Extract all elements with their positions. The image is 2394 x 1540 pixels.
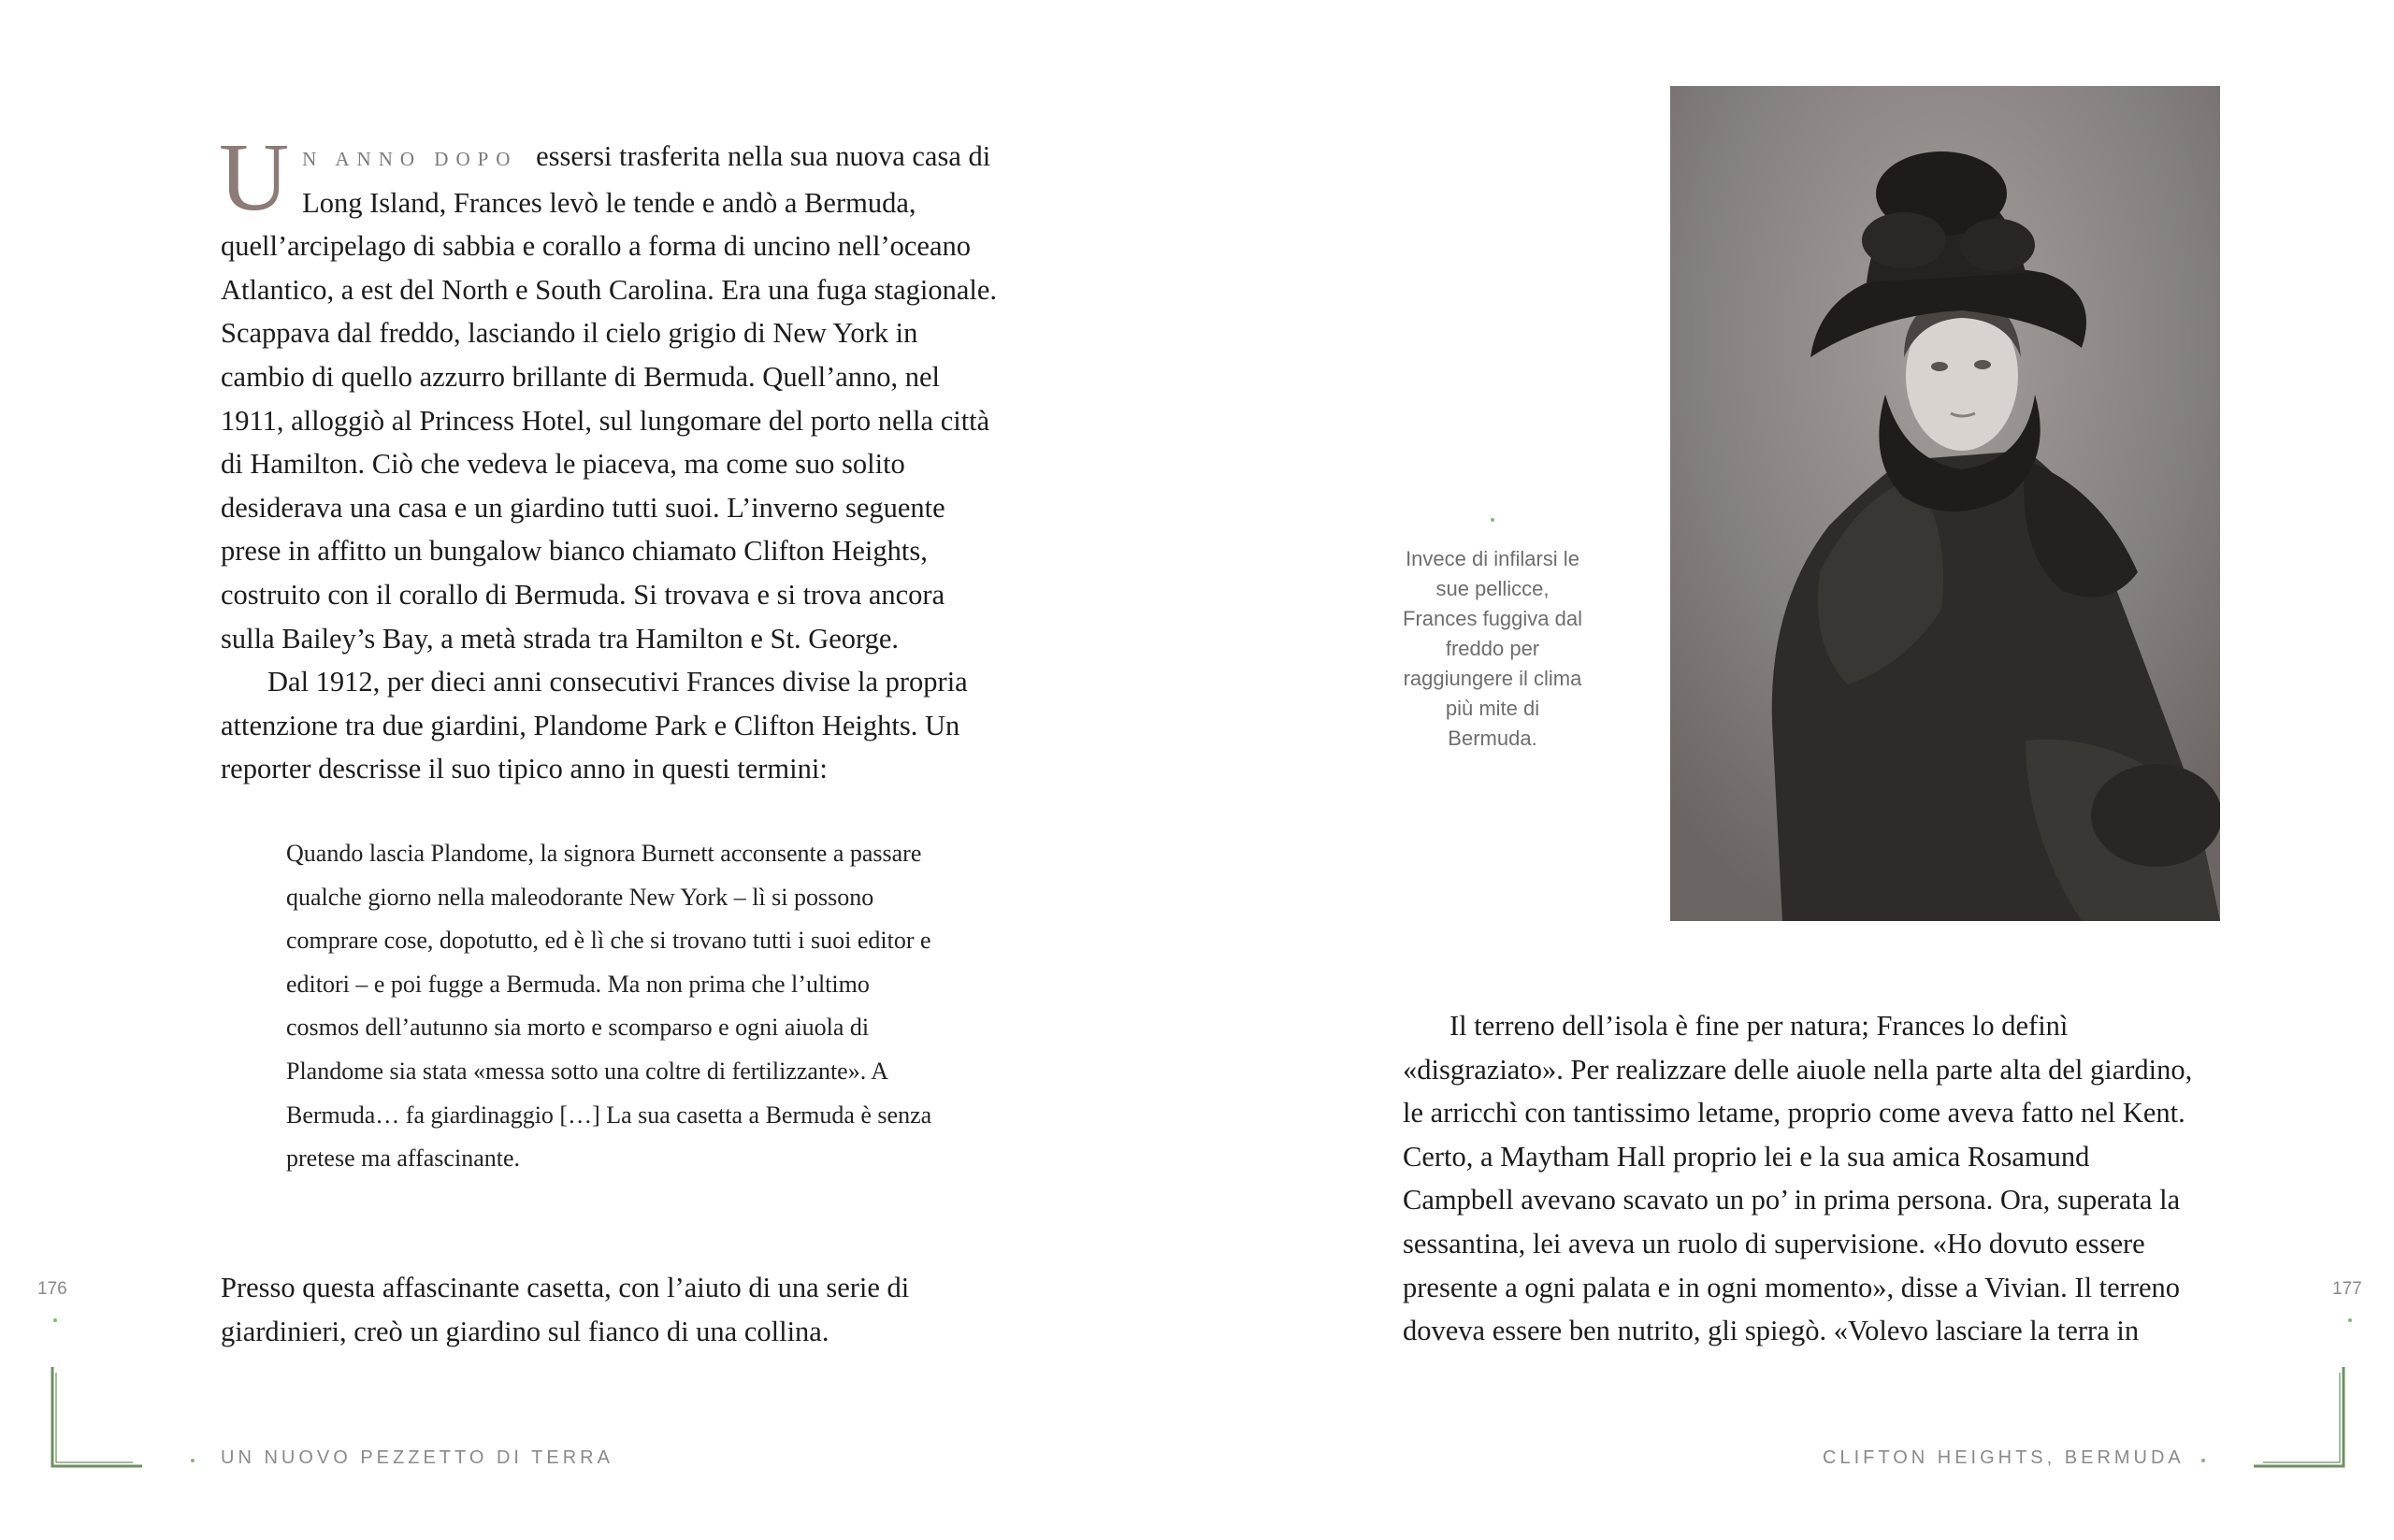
photo-caption: Invece di infilarsi le sue pellicce, Frances fuggiva dal freddo per raggiungere il clima più mite di Bermuda. <box>1403 547 1582 750</box>
corner-ornament-right <box>2254 1365 2347 1470</box>
running-head-right: CLIFTON HEIGHTS, BERMUDA <box>1823 1447 2185 1468</box>
paragraph-2: Dal 1912, per dieci anni consecutivi Frances divise la propria attenzione tra due giardini, Plandome Park e Clifton Heights. Un reporter descrisse il suo tipico anno in questi termini: <box>221 666 968 785</box>
portrait-illustration <box>1670 86 2220 921</box>
opening-paragraph <box>219 123 1002 660</box>
right-main-text <box>1403 1004 2207 1353</box>
running-head-left: UN NUOVO PEZZETTO DI TERRA <box>221 1447 613 1468</box>
folio-dot-right <box>2348 1318 2352 1322</box>
opening-smallcaps: N ANNO DOPO <box>302 148 518 170</box>
paragraph-right-1: Il terreno dell’isola è fine per natura; Frances lo definì «disgraziato». Per realizzare delle aiuole nella parte alta del giardino, le arricchì con tantissimo letame, proprio come aveva fatto nel Kent. Certo, a Maytham Hall proprio lei e la sua amica Rosamund Campbell avevano scavato un po’ in prima persona. Ora, superata la sessantina, lei aveva un ruolo di supervisione. «Ho dovuto essere presente a ogni palata e in ogni momento», disse a Vivian. Il terreno doveva essere ben nutrito, gli spiegò. «Volevo lasciare la terra in <box>1403 1010 2193 1347</box>
page-number-left: 176 <box>37 1279 67 1299</box>
folio-dot-left <box>53 1318 57 1322</box>
right-page <box>1197 0 2394 1540</box>
left-main-text <box>219 123 1002 791</box>
page-number-right: 177 <box>2332 1279 2362 1299</box>
portrait-photo <box>1670 86 2220 921</box>
drop-cap: U <box>219 123 290 231</box>
running-head-dot-left <box>191 1459 195 1462</box>
corner-ornament-left <box>49 1365 142 1470</box>
paragraph-1-text: essersi trasferita nella sua nuova casa di Long Island, Frances levò le tende e andò a Bermuda, quell’arcipelago di sabbia e corallo a forma di uncino nell’oceano Atlantico, a est del North e South Carolina. Era una fuga stagionale. Scappava dal freddo, lasciando il cielo grigio di New York in cambio di quello azzurro brillante di Bermuda. Quell’anno, nel 1911, alloggiò al Princess Hotel, sul lungomare del porto nella città di Hamilton. Ciò che vedeva le piaceva, ma come suo solito desiderava una casa e un giardino tutti suoi. L’inverno seguente prese in affitto un bungalow bianco chiamato Clifton Heights, costruito con il corallo di Bermuda. Si trovava e si trova ancora sulla Bailey’s Bay, a metà strada tra Hamilton e St. George. <box>221 140 998 655</box>
block-quote: Quando lascia Plandome, la signora Burnett acconsente a passare qualche giorno nella maleodorante New York – lì si possono comprare cose, dopotutto, ed è lì che si trovano tutti i suoi editor e editori – e poi fugge a Bermuda. Ma non prima che l’ultimo cosmos dell’autunno sia morto e scomparso e ogni aiuola di Plandome sia stata «messa sotto una coltre di fertilizzante». A Bermuda… fa giardinaggio […] La sua casetta a Bermuda è senza pretese ma affascinante. <box>286 840 932 1173</box>
running-head-dot-right <box>2201 1459 2205 1462</box>
caption-dot <box>1491 518 1494 522</box>
paragraph-3: Presso questa affascinante casetta, con l’aiuto di una serie di giardinieri, creò un giardino sul fianco di una collina. <box>221 1272 910 1347</box>
